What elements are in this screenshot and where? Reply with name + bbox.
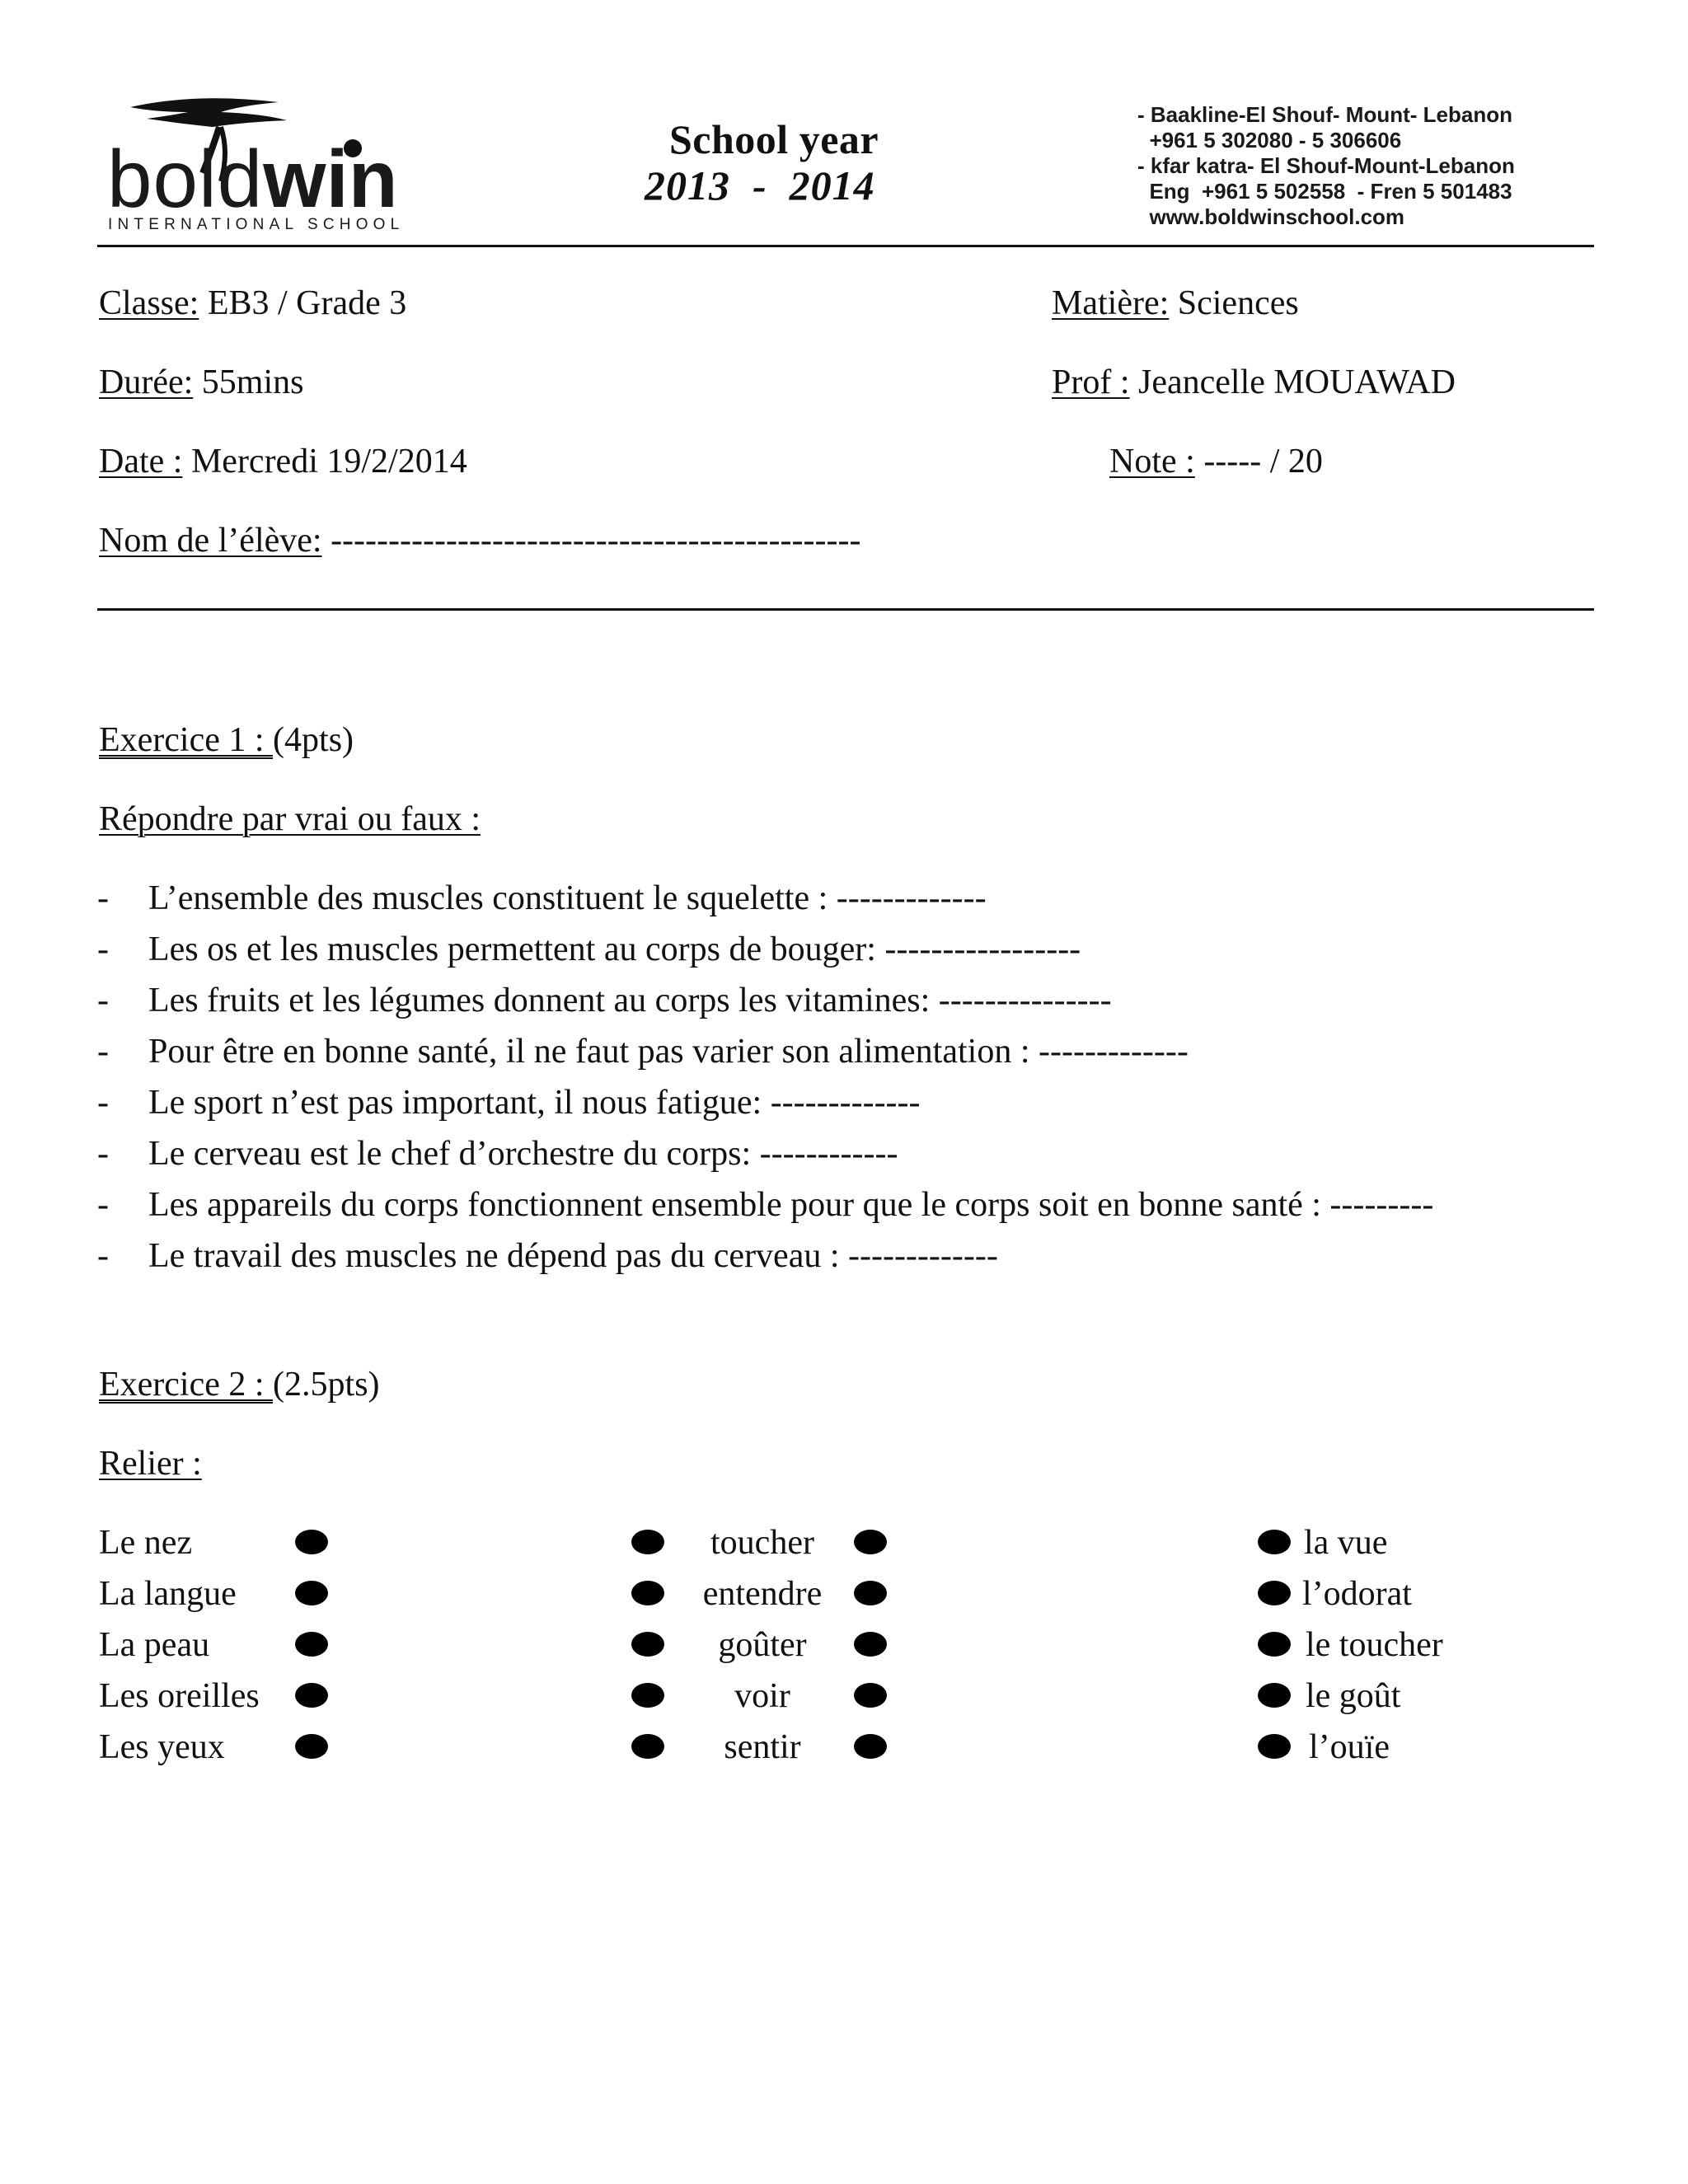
- match-left-item: La langue: [99, 1575, 237, 1613]
- header-divider: [97, 245, 1594, 247]
- classe-field: Classe: EB3 / Grade 3: [99, 284, 407, 322]
- list-item: - Pour être en bonne santé, il ne faut pas varier son alimentation : -------------: [97, 1033, 1189, 1071]
- match-dot-icon[interactable]: [631, 1683, 664, 1708]
- match-right-item: le goût: [1306, 1677, 1401, 1715]
- contact-line: - Baakline-El Shouf- Mount- Lebanon: [1137, 102, 1512, 127]
- match-right-item: l’ouïe: [1309, 1728, 1390, 1766]
- list-item: - L’ensemble des muscles constituent le squelette : -------------: [97, 879, 987, 917]
- match-dot-icon[interactable]: [631, 1581, 664, 1605]
- duree-field: Durée: 55mins: [99, 363, 304, 401]
- exercise1-instruction: Répondre par vrai ou faux :: [99, 800, 481, 838]
- match-dot-icon[interactable]: [1258, 1632, 1291, 1657]
- list-item: - Le cerveau est le chef d’orchestre du corps: ------------: [97, 1135, 898, 1173]
- list-item: - Les appareils du corps fonctionnent ensemble pour que le corps soit en bonne santé : ---------: [97, 1186, 1434, 1224]
- match-dot-icon[interactable]: [295, 1632, 328, 1657]
- match-middle-item: toucher: [710, 1524, 814, 1562]
- note-field: Note : ----- / 20: [1109, 443, 1323, 480]
- match-middle-item: voir: [734, 1677, 790, 1715]
- match-dot-icon[interactable]: [1258, 1581, 1291, 1605]
- school-year-label: School year: [669, 116, 879, 162]
- match-dot-icon[interactable]: [1258, 1734, 1291, 1759]
- contact-line: www.boldwinschool.com: [1137, 204, 1405, 229]
- student-name-field: Nom de l’élève: ----------------------------------------------: [99, 522, 861, 560]
- match-dot-icon[interactable]: [295, 1581, 328, 1605]
- list-item: - Le travail des muscles ne dépend pas du cerveau : -------------: [97, 1237, 998, 1275]
- contact-block: [1137, 102, 1515, 230]
- matiere-field: Matière: Sciences: [1052, 284, 1299, 322]
- match-dot-icon[interactable]: [631, 1530, 664, 1554]
- match-dot-icon[interactable]: [1258, 1683, 1291, 1708]
- logo-wordmark: boldwin: [107, 134, 398, 224]
- match-right-item: le toucher: [1306, 1626, 1443, 1664]
- contact-line: - kfar katra- El Shouf-Mount-Lebanon: [1137, 153, 1515, 178]
- match-left-item: La peau: [99, 1626, 210, 1664]
- contact-line: +961 5 302080 - 5 306606: [1137, 128, 1402, 152]
- match-middle-item: sentir: [724, 1728, 801, 1766]
- match-dot-icon[interactable]: [854, 1581, 887, 1605]
- match-left-item: Le nez: [99, 1524, 193, 1562]
- match-dot-icon[interactable]: [295, 1530, 328, 1554]
- match-middle-item: goûter: [718, 1626, 807, 1664]
- match-right-item: la vue: [1304, 1524, 1388, 1562]
- prof-field: Prof : Jeancelle MOUAWAD: [1052, 363, 1456, 401]
- match-dot-icon[interactable]: [854, 1734, 887, 1759]
- match-left-item: Les oreilles: [99, 1677, 260, 1715]
- match-dot-icon[interactable]: [631, 1632, 664, 1657]
- match-right-item: l’odorat: [1302, 1575, 1412, 1613]
- match-middle-item: entendre: [702, 1575, 823, 1613]
- date-field: Date : Mercredi 19/2/2014: [99, 443, 467, 480]
- exercise1-title: Exercice 1 : (4pts): [99, 721, 354, 759]
- match-dot-icon[interactable]: [295, 1683, 328, 1708]
- info-divider: [97, 608, 1594, 611]
- match-dot-icon[interactable]: [295, 1734, 328, 1759]
- match-dot-icon[interactable]: [854, 1683, 887, 1708]
- list-item: - Les os et les muscles permettent au corps de bouger: -----------------: [97, 930, 1081, 968]
- match-dot-icon[interactable]: [1258, 1530, 1291, 1554]
- exercise2-title: Exercice 2 : (2.5pts): [99, 1366, 380, 1404]
- school-year-range: 2013 - 2014: [645, 162, 875, 209]
- contact-line: Eng +961 5 502558 - Fren 5 501483: [1137, 179, 1512, 204]
- match-left-item: Les yeux: [99, 1728, 225, 1766]
- match-dot-icon[interactable]: [854, 1632, 887, 1657]
- match-dot-icon[interactable]: [631, 1734, 664, 1759]
- match-dot-icon[interactable]: [854, 1530, 887, 1554]
- list-item: - Les fruits et les légumes donnent au corps les vitamines: ---------------: [97, 982, 1112, 1019]
- list-item: - Le sport n’est pas important, il nous fatigue: -------------: [97, 1084, 921, 1122]
- exercise2-instruction: Relier :: [99, 1445, 202, 1483]
- logo-subtitle: INTERNATIONAL SCHOOL: [108, 216, 405, 233]
